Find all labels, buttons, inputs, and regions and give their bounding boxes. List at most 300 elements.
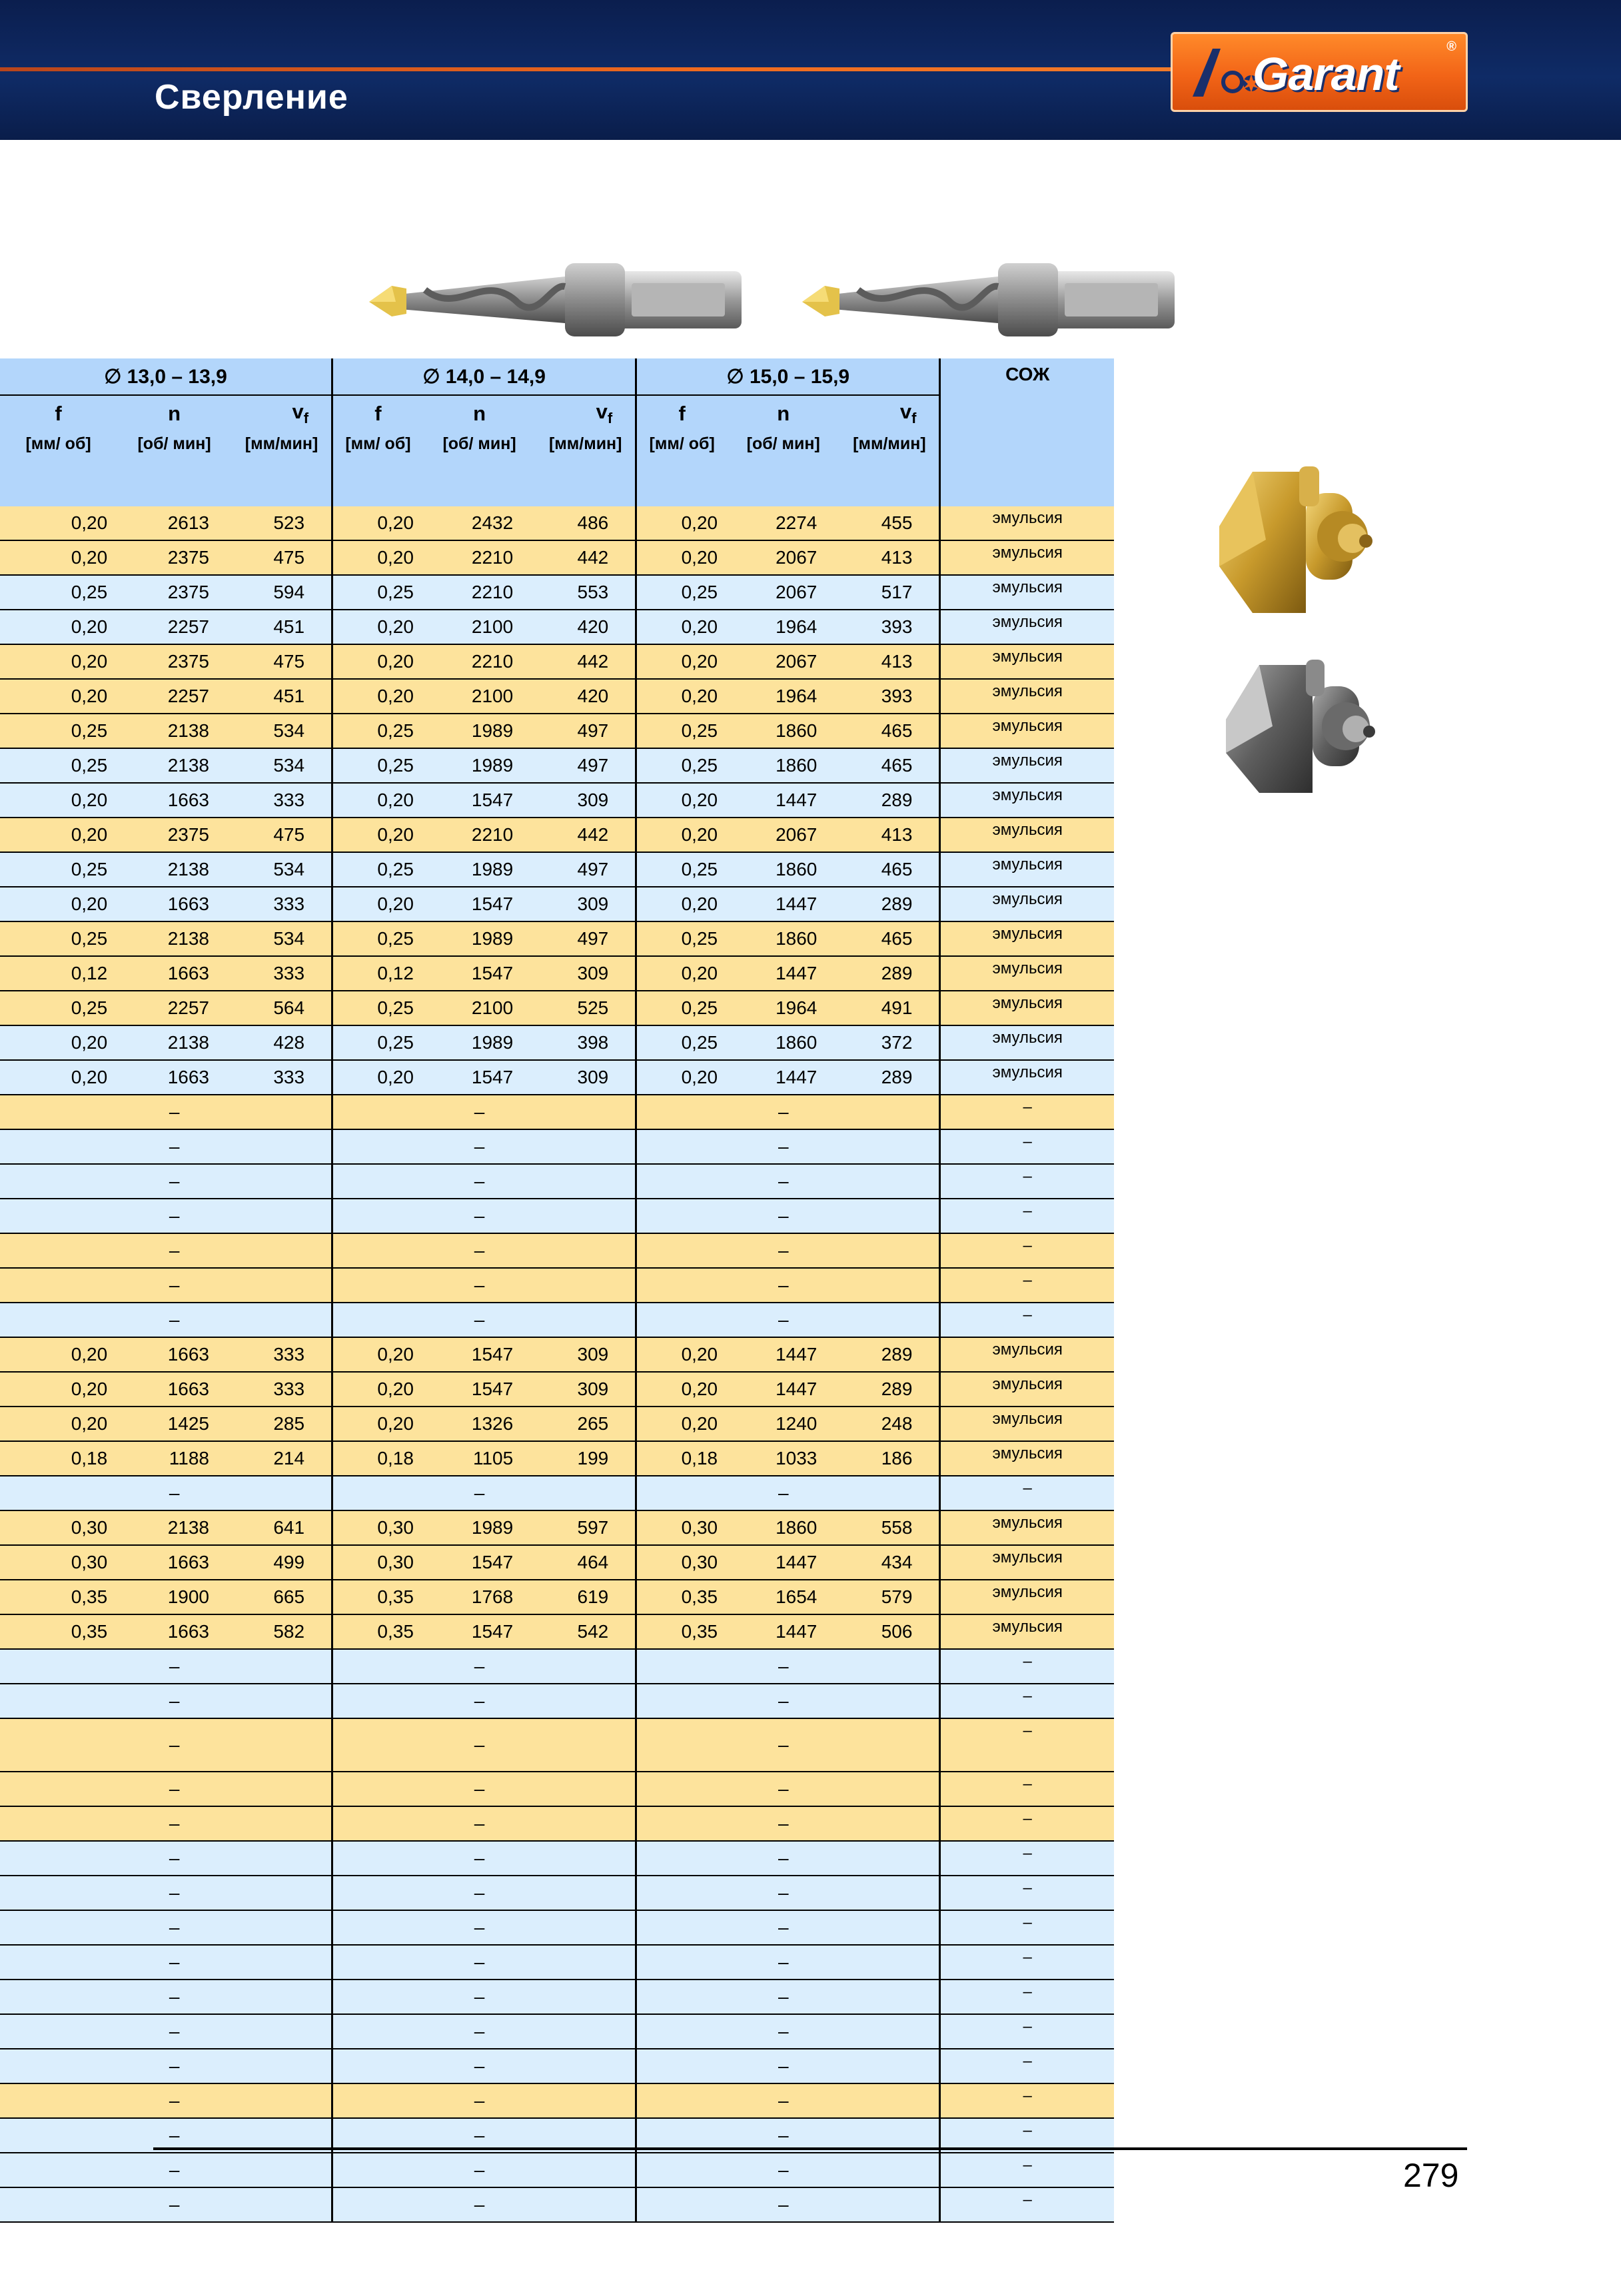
speed-value: 1425 — [117, 1407, 232, 1441]
feed-rate-value: 413 — [839, 540, 940, 575]
speed-value: 1663 — [117, 1060, 232, 1095]
coolant-value: – — [940, 2014, 1114, 2049]
empty-cell — [636, 1199, 727, 1233]
empty-cell — [332, 1806, 423, 1841]
empty-value: – — [423, 1841, 536, 1876]
coolant-value: эмульсия — [940, 610, 1114, 644]
feed-value: 0,20 — [636, 1372, 727, 1407]
coolant-value: эмульсия — [940, 644, 1114, 679]
empty-cell — [0, 1910, 117, 1945]
table-row — [0, 2153, 1114, 2187]
feed-rate-value: 464 — [536, 1545, 636, 1580]
garant-logo-text: Garant — [1253, 48, 1399, 100]
grey-insert-icon — [1219, 660, 1386, 806]
speed-value: 1547 — [423, 1545, 536, 1580]
footer-rule — [153, 2147, 1467, 2150]
feed-value: 0,25 — [0, 714, 117, 748]
parameter-symbol: f — [636, 395, 727, 432]
coolant-value: – — [940, 1649, 1114, 1684]
feed-rate-value: 475 — [232, 818, 332, 852]
feed-value: 0,25 — [0, 852, 117, 887]
table-row — [0, 1806, 1114, 1841]
table-row — [0, 921, 1114, 956]
diameter-range-header: ∅ 14,0 – 14,9 — [332, 358, 636, 395]
speed-value: 2100 — [423, 610, 536, 644]
feed-rate-value: 506 — [839, 1614, 940, 1649]
parameter-symbol: f — [332, 395, 423, 432]
empty-value: – — [117, 1876, 232, 1910]
feed-rate-value: 534 — [232, 852, 332, 887]
coolant-value: эмульсия — [940, 679, 1114, 714]
empty-value: – — [423, 1649, 536, 1684]
speed-value: 1547 — [423, 1337, 536, 1372]
empty-cell — [839, 2187, 940, 2222]
empty-value: – — [423, 2083, 536, 2118]
speed-value: 2067 — [727, 575, 839, 610]
empty-cell — [332, 2014, 423, 2049]
empty-cell — [636, 2083, 727, 2118]
feed-value: 0,25 — [0, 748, 117, 783]
empty-cell — [536, 2187, 636, 2222]
empty-cell — [232, 2049, 332, 2083]
empty-cell — [0, 1303, 117, 1337]
feed-rate-value: 442 — [536, 540, 636, 575]
speed-value: 1188 — [117, 1441, 232, 1476]
empty-cell — [536, 1649, 636, 1684]
empty-cell — [636, 1876, 727, 1910]
empty-cell — [636, 2187, 727, 2222]
speed-value: 1860 — [727, 1025, 839, 1060]
feed-rate-value: 309 — [536, 1372, 636, 1407]
feed-rate-value: 499 — [232, 1545, 332, 1580]
feed-value: 0,25 — [636, 991, 727, 1025]
empty-value: – — [423, 1876, 536, 1910]
empty-cell — [0, 1841, 117, 1876]
empty-cell — [232, 1841, 332, 1876]
feed-rate-value: 199 — [536, 1441, 636, 1476]
empty-cell — [839, 1806, 940, 1841]
speed-value: 1447 — [727, 1372, 839, 1407]
feed-value: 0,20 — [332, 783, 423, 818]
empty-cell — [232, 1268, 332, 1303]
speed-value: 2375 — [117, 575, 232, 610]
feed-rate-value: 525 — [536, 991, 636, 1025]
feed-rate-value: 542 — [536, 1614, 636, 1649]
coolant-value: эмульсия — [940, 887, 1114, 921]
coolant-value: эмульсия — [940, 1060, 1114, 1095]
page-title: Сверление — [155, 78, 348, 117]
feed-rate-value: 534 — [232, 748, 332, 783]
empty-cell — [0, 1129, 117, 1164]
coolant-value: – — [940, 1268, 1114, 1303]
empty-value: – — [727, 1199, 839, 1233]
empty-cell — [332, 1841, 423, 1876]
empty-cell — [536, 1303, 636, 1337]
feed-rate-value: 451 — [232, 679, 332, 714]
feed-value: 0,20 — [636, 540, 727, 575]
feed-rate-value: 434 — [839, 1545, 940, 1580]
feed-rate-value: 398 — [536, 1025, 636, 1060]
coolant-value: – — [940, 1095, 1114, 1129]
coolant-value: эмульсия — [940, 921, 1114, 956]
empty-value: – — [727, 2049, 839, 2083]
empty-value: – — [423, 1980, 536, 2014]
table-row — [0, 2014, 1114, 2049]
empty-cell — [332, 2083, 423, 2118]
feed-value: 0,25 — [636, 852, 727, 887]
parameter-symbol: f — [0, 395, 117, 432]
empty-cell — [0, 1268, 117, 1303]
empty-value: – — [423, 2118, 536, 2153]
speed-value: 2613 — [117, 506, 232, 540]
empty-value: – — [727, 1684, 839, 1718]
speed-value: 1663 — [117, 887, 232, 921]
feed-rate-value: 372 — [839, 1025, 940, 1060]
feed-rate-value: 186 — [839, 1441, 940, 1476]
feed-value: 0,25 — [332, 748, 423, 783]
feed-value: 0,20 — [0, 1025, 117, 1060]
speed-value: 1547 — [423, 1614, 536, 1649]
coolant-value: – — [940, 1806, 1114, 1841]
parameter-unit: [мм/ об] — [0, 432, 117, 506]
speed-value: 2138 — [117, 852, 232, 887]
feed-rate-value: 393 — [839, 610, 940, 644]
speed-value: 1663 — [117, 783, 232, 818]
feed-rate-value: 265 — [536, 1407, 636, 1441]
parameter-unit: [об/ мин] — [727, 432, 839, 506]
gold-insert-icon — [1206, 466, 1386, 626]
feed-value: 0,20 — [332, 644, 423, 679]
speed-value: 1964 — [727, 610, 839, 644]
empty-cell — [536, 2153, 636, 2187]
empty-cell — [232, 1199, 332, 1233]
table-row — [0, 644, 1114, 679]
feed-rate-value: 465 — [839, 748, 940, 783]
speed-value: 1663 — [117, 1614, 232, 1649]
empty-cell — [536, 1199, 636, 1233]
empty-cell — [332, 2187, 423, 2222]
coolant-value: эмульсия — [940, 1614, 1114, 1649]
table-row — [0, 1945, 1114, 1980]
feed-value: 0,20 — [332, 540, 423, 575]
empty-cell — [0, 1649, 117, 1684]
empty-value: – — [117, 1718, 232, 1772]
speed-value: 1326 — [423, 1407, 536, 1441]
empty-cell — [332, 1649, 423, 1684]
empty-value: – — [727, 1841, 839, 1876]
feed-rate-value: 289 — [839, 956, 940, 991]
empty-value: – — [117, 1910, 232, 1945]
empty-cell — [0, 2049, 117, 2083]
feed-rate-value: 333 — [232, 1372, 332, 1407]
speed-value: 1447 — [727, 1545, 839, 1580]
empty-value: – — [727, 1806, 839, 1841]
empty-cell — [232, 1476, 332, 1510]
empty-cell — [839, 1841, 940, 1876]
empty-cell — [332, 1303, 423, 1337]
feed-rate-value: 214 — [232, 1441, 332, 1476]
empty-cell — [636, 1841, 727, 1876]
coolant-value: эмульсия — [940, 714, 1114, 748]
empty-value: – — [423, 1268, 536, 1303]
feed-value: 0,20 — [636, 956, 727, 991]
feed-value: 0,20 — [0, 1407, 117, 1441]
speed-value: 1447 — [727, 1614, 839, 1649]
empty-cell — [0, 1806, 117, 1841]
empty-cell — [839, 1199, 940, 1233]
feed-rate-value: 497 — [536, 852, 636, 887]
empty-cell — [839, 2153, 940, 2187]
feed-rate-value: 333 — [232, 1337, 332, 1372]
page-number: 279 — [1403, 2157, 1459, 2194]
feed-value: 0,12 — [332, 956, 423, 991]
feed-value: 0,20 — [0, 679, 117, 714]
empty-cell — [636, 1649, 727, 1684]
speed-value: 1654 — [727, 1580, 839, 1614]
empty-cell — [332, 1268, 423, 1303]
feed-rate-value: 491 — [839, 991, 940, 1025]
feed-rate-value: 475 — [232, 644, 332, 679]
empty-value: – — [117, 2014, 232, 2049]
speed-value: 1547 — [423, 887, 536, 921]
empty-value: – — [117, 1233, 232, 1268]
feed-rate-value: 497 — [536, 714, 636, 748]
speed-value: 1860 — [727, 748, 839, 783]
vf-subscript: f — [607, 410, 613, 427]
coolant-value: – — [940, 1718, 1114, 1772]
empty-value: – — [727, 2153, 839, 2187]
feed-value: 0,35 — [636, 1614, 727, 1649]
feed-value: 0,20 — [636, 679, 727, 714]
feed-value: 0,12 — [0, 956, 117, 991]
coolant-value: эмульсия — [940, 1372, 1114, 1407]
feed-value: 0,25 — [636, 921, 727, 956]
empty-value: – — [117, 1303, 232, 1337]
table-row — [0, 1129, 1114, 1164]
speed-value: 1860 — [727, 714, 839, 748]
coolant-value: эмульсия — [940, 1441, 1114, 1476]
feed-rate-value: 582 — [232, 1614, 332, 1649]
drill-icon — [365, 257, 745, 343]
empty-value: – — [727, 1772, 839, 1806]
parameter-symbol — [232, 395, 332, 432]
empty-cell — [232, 1718, 332, 1772]
table-row — [0, 991, 1114, 1025]
table-row — [0, 1772, 1114, 1806]
empty-value: – — [117, 1164, 232, 1199]
feed-value: 0,30 — [332, 1510, 423, 1545]
table-row — [0, 783, 1114, 818]
empty-cell — [232, 1649, 332, 1684]
feed-rate-value: 455 — [839, 506, 940, 540]
table-row — [0, 2083, 1114, 2118]
empty-cell — [0, 1476, 117, 1510]
feed-value: 0,20 — [0, 1060, 117, 1095]
feed-value: 0,30 — [636, 1510, 727, 1545]
coolant-value: – — [940, 2083, 1114, 2118]
table-row — [0, 1233, 1114, 1268]
speed-value: 1964 — [727, 991, 839, 1025]
garant-logo — [1171, 32, 1468, 112]
empty-value: – — [117, 1945, 232, 1980]
empty-cell — [839, 1268, 940, 1303]
feed-rate-value: 333 — [232, 1060, 332, 1095]
empty-cell — [232, 1772, 332, 1806]
empty-cell — [332, 1199, 423, 1233]
feed-value: 0,30 — [0, 1510, 117, 1545]
empty-cell — [332, 1910, 423, 1945]
coolant-value: – — [940, 2049, 1114, 2083]
empty-cell — [332, 1876, 423, 1910]
feed-value: 0,20 — [0, 783, 117, 818]
feed-rate-value: 393 — [839, 679, 940, 714]
empty-value: – — [423, 1164, 536, 1199]
empty-cell — [332, 2153, 423, 2187]
speed-value: 2138 — [117, 714, 232, 748]
feed-rate-value: 486 — [536, 506, 636, 540]
empty-cell — [536, 1876, 636, 1910]
vf-symbol: v — [596, 400, 608, 424]
feed-rate-value: 497 — [536, 748, 636, 783]
empty-value: – — [117, 1476, 232, 1510]
empty-value: – — [727, 1233, 839, 1268]
empty-cell — [332, 1129, 423, 1164]
empty-value: – — [117, 1772, 232, 1806]
empty-cell — [536, 2049, 636, 2083]
empty-cell — [839, 1164, 940, 1199]
empty-cell — [839, 1980, 940, 2014]
feed-rate-value: 333 — [232, 887, 332, 921]
empty-value: – — [117, 1649, 232, 1684]
feed-rate-value: 558 — [839, 1510, 940, 1545]
speed-value: 2210 — [423, 540, 536, 575]
feed-value: 0,20 — [0, 818, 117, 852]
empty-value: – — [117, 2187, 232, 2222]
parameter-unit: [мм/ об] — [332, 432, 423, 506]
empty-value: – — [727, 2118, 839, 2153]
feed-value: 0,20 — [332, 1407, 423, 1441]
table-row — [0, 1199, 1114, 1233]
empty-cell — [839, 1876, 940, 1910]
empty-cell — [0, 1876, 117, 1910]
coolant-value: – — [940, 1303, 1114, 1337]
empty-cell — [332, 1476, 423, 1510]
speed-value: 1860 — [727, 852, 839, 887]
table-row — [0, 2049, 1114, 2083]
feed-rate-value: 333 — [232, 783, 332, 818]
table-row — [0, 1303, 1114, 1337]
parameter-unit: [мм/ об] — [636, 432, 727, 506]
empty-value: – — [727, 1129, 839, 1164]
empty-value: – — [117, 1684, 232, 1718]
table-row — [0, 818, 1114, 852]
feed-value: 0,20 — [636, 644, 727, 679]
feed-rate-value: 309 — [536, 956, 636, 991]
coolant-value: эмульсия — [940, 1407, 1114, 1441]
speed-value: 2257 — [117, 679, 232, 714]
feed-value: 0,25 — [636, 714, 727, 748]
feed-rate-value: 534 — [232, 921, 332, 956]
speed-value: 1964 — [727, 679, 839, 714]
empty-value: – — [727, 1945, 839, 1980]
empty-value: – — [423, 1945, 536, 1980]
feed-value: 0,30 — [0, 1545, 117, 1580]
speed-value: 1447 — [727, 783, 839, 818]
table-row — [0, 679, 1114, 714]
empty-value: – — [423, 1129, 536, 1164]
empty-cell — [839, 1476, 940, 1510]
speed-value: 1989 — [423, 748, 536, 783]
feed-value: 0,35 — [332, 1614, 423, 1649]
feed-value: 0,25 — [0, 575, 117, 610]
empty-cell — [839, 1649, 940, 1684]
empty-cell — [232, 1876, 332, 1910]
coolant-header: СОЖ — [940, 358, 1114, 506]
speed-value: 2257 — [117, 610, 232, 644]
empty-cell — [232, 1233, 332, 1268]
feed-value: 0,35 — [636, 1580, 727, 1614]
coolant-value: эмульсия — [940, 991, 1114, 1025]
parameter-symbol — [536, 395, 636, 432]
feed-value: 0,20 — [332, 679, 423, 714]
empty-cell — [636, 1945, 727, 1980]
speed-value: 1989 — [423, 714, 536, 748]
table-row — [0, 1407, 1114, 1441]
speed-value: 1663 — [117, 956, 232, 991]
empty-cell — [232, 1095, 332, 1129]
feed-value: 0,20 — [332, 506, 423, 540]
empty-cell — [232, 1684, 332, 1718]
speed-value: 1768 — [423, 1580, 536, 1614]
table-row — [0, 1510, 1114, 1545]
speed-value: 1547 — [423, 956, 536, 991]
speed-value: 1989 — [423, 852, 536, 887]
feed-value: 0,20 — [636, 1337, 727, 1372]
empty-cell — [536, 1095, 636, 1129]
empty-cell — [232, 2153, 332, 2187]
empty-cell — [536, 1980, 636, 2014]
table-row — [0, 1095, 1114, 1129]
empty-value: – — [117, 1199, 232, 1233]
coolant-value: эмульсия — [940, 852, 1114, 887]
speed-value: 2100 — [423, 679, 536, 714]
empty-value: – — [117, 2153, 232, 2187]
empty-cell — [536, 1806, 636, 1841]
table-row — [0, 1025, 1114, 1060]
vf-subscript: f — [911, 410, 917, 427]
feed-rate-value: 534 — [232, 714, 332, 748]
feed-rate-value: 665 — [232, 1580, 332, 1614]
empty-value: – — [117, 1806, 232, 1841]
feed-value: 0,20 — [0, 644, 117, 679]
empty-value: – — [423, 2187, 536, 2222]
diameter-range-header: ∅ 15,0 – 15,9 — [636, 358, 940, 395]
feed-rate-value: 553 — [536, 575, 636, 610]
feed-value: 0,25 — [332, 714, 423, 748]
empty-cell — [839, 1233, 940, 1268]
feed-value: 0,35 — [332, 1580, 423, 1614]
coolant-value: эмульсия — [940, 783, 1114, 818]
parameter-symbol: n — [423, 395, 536, 432]
feed-value: 0,25 — [636, 748, 727, 783]
empty-cell — [839, 1684, 940, 1718]
table-row — [0, 1910, 1114, 1945]
feed-value: 0,25 — [0, 921, 117, 956]
empty-value: – — [727, 1718, 839, 1772]
empty-cell — [636, 2153, 727, 2187]
feed-rate-value: 564 — [232, 991, 332, 1025]
feed-rate-value: 619 — [536, 1580, 636, 1614]
